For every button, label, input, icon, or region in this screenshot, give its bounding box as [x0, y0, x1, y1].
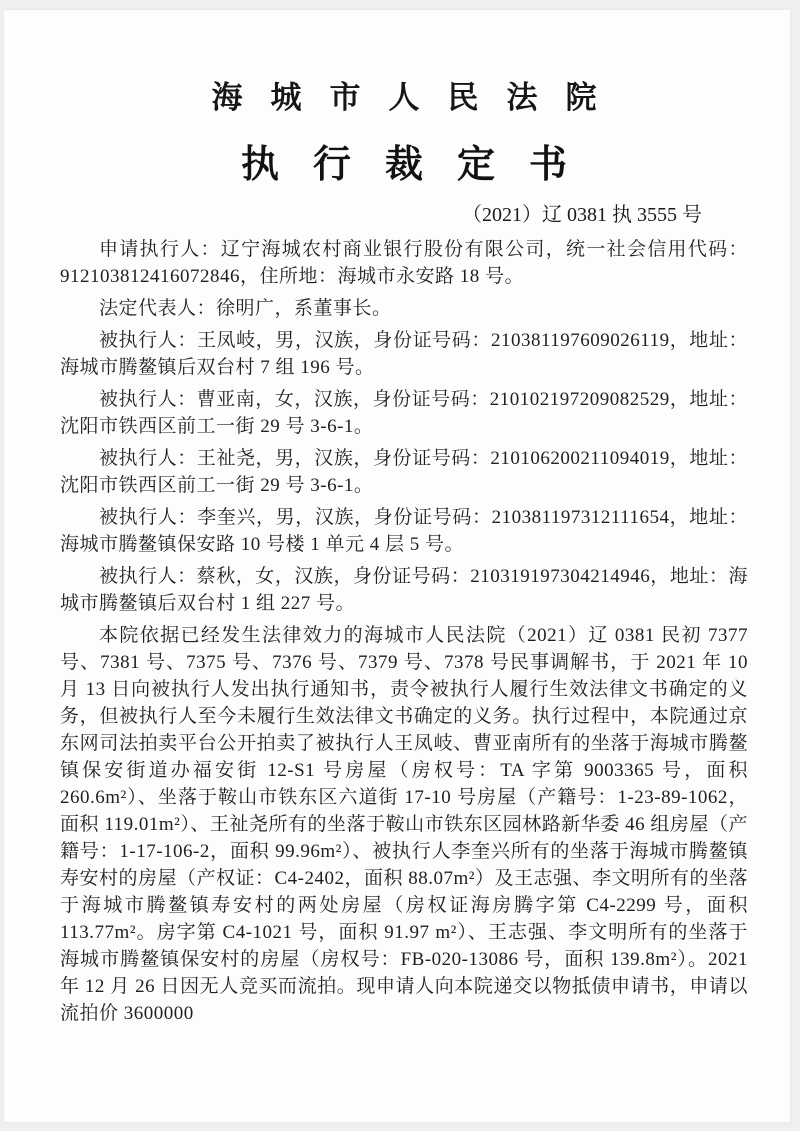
paragraph-applicant: 申请执行人：辽宁海城农村商业银行股份有限公司，统一社会信用代码：912103812416072846，住所地：海城市永安路 18 号。: [60, 239, 748, 287]
paragraph-respondent-1: 被执行人：王凤岐，男，汉族，身份证号码：210381197609026119，地址：海城市腾鳌镇后双台村 7 组 196 号。: [60, 330, 748, 378]
document-title: [60, 133, 748, 188]
document-body: [60, 236, 748, 1027]
document-page: [4, 10, 790, 1122]
court-name: [60, 72, 748, 117]
case-number: （2021）辽 0381 执 3555 号: [462, 204, 702, 226]
paragraph-respondent-2: 被执行人：曹亚南，女，汉族，身份证号码：210102197209082529，地址：沈阳市铁西区前工一街 29 号 3-6-1。: [60, 389, 748, 437]
paragraph-legal-representative: 法定代表人：徐明广，系董事长。: [98, 298, 392, 319]
court-name-text: 海城市人民法院: [211, 80, 625, 115]
paragraph-respondent-4: 被执行人：李奎兴，男，汉族，身份证号码：210381197312111654，地址：海城市腾鳌镇保安路 10 号楼 1 单元 4 层 5 号。: [60, 507, 748, 555]
paragraph-respondent-3: 被执行人：王祉尧，男，汉族，身份证号码：210106200211094019，地址：沈阳市铁西区前工一街 29 号 3-6-1。: [60, 448, 748, 496]
document-title-text: 执行裁定书: [240, 144, 601, 186]
paragraph-ruling-body: 本院依据已经发生法律效力的海城市人民法院（2021）辽 0381 民初 7377 号、7381 号、7375 号、7376 号、7379 号、7378 号民事调解书，于 2021 年 10 月 13 日向被执行人发出执行通知书，责令被执行人履行生效法律文书确定的义务，但被执行人至今未履行生效法律文书确定的义务。执行过程中，本院通过京东网司法拍卖平台公开拍卖了被执行人王凤岐、曹亚南所有的坐落于海城市腾鳌镇保安街道办福安街 12-S1 号房屋（房权号：TA 字第 9003365 号，面积 260.6m²）、坐落于鞍山市铁东区六道街 17-10 号房屋（产籍号：1-23-89-1062，面积 119.01m²）、王祉尧所有的坐落于鞍山市铁东区园林路新华委 46 组房屋（产籍号：1-17-106-2，面积 99.96m²）、被执行人李奎兴所有的坐落于海城市腾鳌镇寿安村的房屋（产权证：C4-2402，面积 88.07m²）及王志强、李文明所有的坐落于海城市腾鳌镇寿安村的两处房屋（房权证海房腾字第 C4-2299 号，面积 113.77m²。房字第 C4-1021 号，面积 91.97 m²）、王志强、李文明所有的坐落于海城市腾鳌镇保安村的房屋（房权号：FB-020-13086 号，面积 139.8m²）。2021 年 12 月 26 日因无人竞买而流拍。现申请人向本院递交以物抵债申请书，申请以流拍价 3600000: [60, 625, 748, 1024]
paragraph-respondent-5: 被执行人：蔡秋，女，汉族，身份证号码：210319197304214946，地址：海城市腾鳌镇后双台村 1 组 227 号。: [60, 566, 748, 614]
